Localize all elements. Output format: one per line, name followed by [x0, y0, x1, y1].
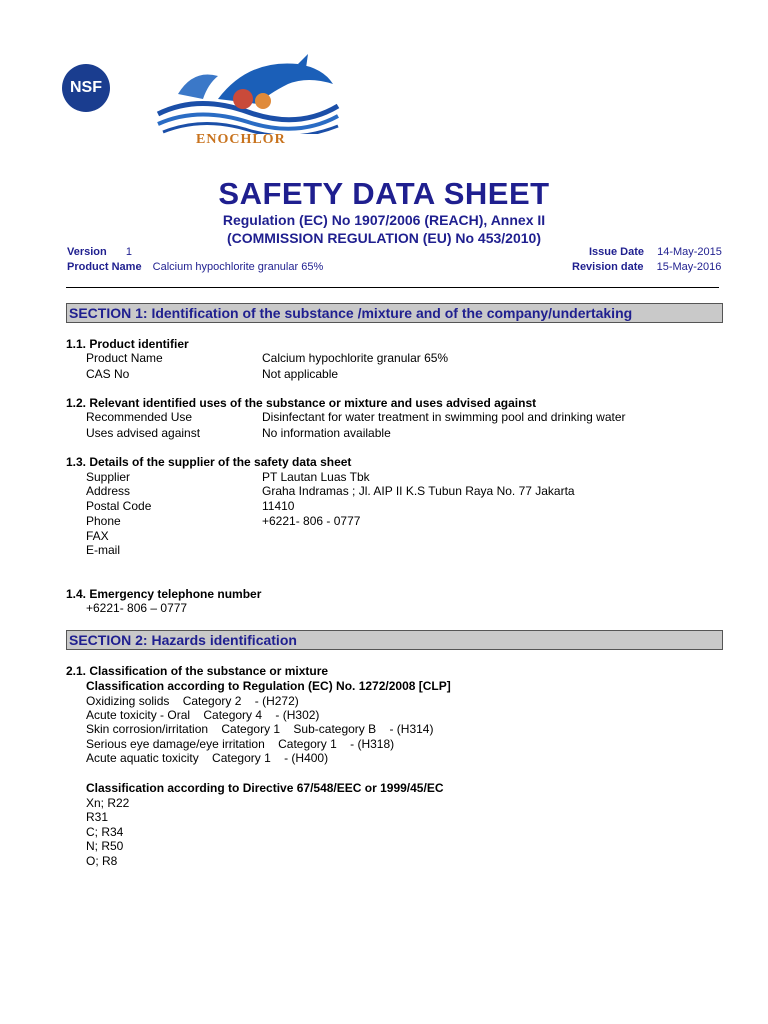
commission-subtitle: (COMMISSION REGULATION (EU) No 453/2010): [226, 230, 541, 246]
document-title: SAFETY DATA SHEET: [218, 176, 550, 211]
nsf-logo: NSF: [62, 64, 110, 112]
brand-name: ENOCHLOR: [196, 132, 286, 147]
product-value: Calcium hypochlorite granular 65%: [152, 261, 324, 273]
product-row: [67, 261, 323, 273]
version-label: Version: [67, 246, 107, 258]
s14-title: 1.4. Emergency telephone number: [66, 587, 262, 601]
section2-heading: SECTION 2: Hazards identification: [66, 630, 723, 650]
company-logo: [62, 54, 352, 150]
s13-value-0: PT Lautan Luas Tbk: [262, 470, 370, 484]
clp-row-2: Skin corrosion/irritation Category 1 Sub-category B - (H314): [86, 722, 434, 736]
s13-value-3: +6221- 806 - 0777: [262, 514, 361, 528]
s11-value-1: Not applicable: [262, 367, 339, 381]
version-value: 1: [125, 246, 132, 258]
issue-row: [589, 246, 722, 258]
clp-row-4: Acute aquatic toxicity Category 1 - (H400): [86, 751, 329, 765]
directive-row-2: C; R34: [86, 825, 124, 839]
revision-label: Revision date: [572, 261, 644, 273]
directive-row-3: N; R50: [86, 839, 124, 853]
s11-title: 1.1. Product identifier: [66, 337, 189, 351]
s13-value-1: Graha Indramas ; Jl. AIP II K.S Tubun Raya No. 77 Jakarta: [262, 484, 575, 498]
s13-label-0: Supplier: [86, 470, 131, 484]
s12-title: 1.2. Relevant identified uses of the substance or mixture and uses advised against: [66, 396, 537, 410]
revision-row: [572, 261, 721, 273]
s11-label-0: Product Name: [86, 351, 163, 365]
clp-title: Classification according to Regulation (EC) No. 1272/2008 [CLP]: [86, 679, 451, 693]
directive-row-4: O; R8: [86, 854, 118, 868]
s11-label-1: CAS No: [86, 367, 130, 381]
directive-row-1: R31: [86, 810, 109, 824]
emergency-phone: +6221- 806 – 0777: [86, 601, 188, 615]
regulation-subtitle: Regulation (EC) No 1907/2006 (REACH), Annex II: [222, 212, 546, 228]
product-label: Product Name: [67, 261, 142, 273]
issue-value: 14-May-2015: [657, 246, 722, 258]
s13-label-1: Address: [86, 484, 131, 498]
s12-value-1: No information available: [262, 426, 391, 440]
clp-row-1: Acute toxicity - Oral Category 4 - (H302): [86, 708, 320, 722]
directive-row-0: Xn; R22: [86, 796, 130, 810]
s21-title: 2.1. Classification of the substance or mixture: [66, 664, 329, 678]
s12-label-0: Recommended Use: [86, 410, 193, 424]
revision-value: 15-May-2016: [656, 261, 722, 273]
s13-value-2: 11410: [262, 499, 295, 513]
version-row: [67, 246, 132, 258]
s13-label-2: Postal Code: [86, 499, 152, 513]
s11-value-0: Calcium hypochlorite granular 65%: [262, 351, 449, 365]
s13-label-4: FAX: [86, 529, 109, 543]
s12-label-1: Uses advised against: [86, 426, 201, 440]
clp-row-3: Serious eye damage/eye irritation Category 1 - (H318): [86, 737, 395, 751]
header-divider: [66, 287, 719, 288]
directive-title: Classification according to Directive 67/548/EEC or 1999/45/EC: [86, 781, 444, 795]
s13-label-3: Phone: [86, 514, 121, 528]
s12-value-0: Disinfectant for water treatment in swimming pool and drinking water: [262, 410, 626, 424]
s13-label-5: E-mail: [86, 543, 121, 557]
s13-title: 1.3. Details of the supplier of the safety data sheet: [66, 455, 352, 469]
section1-heading: SECTION 1: Identification of the substance /mixture and of the company/undertaking: [66, 303, 723, 323]
clp-row-0: Oxidizing solids Category 2 - (H272): [86, 694, 299, 708]
issue-label: Issue Date: [589, 246, 645, 258]
dolphin-logo-icon: [148, 54, 348, 134]
